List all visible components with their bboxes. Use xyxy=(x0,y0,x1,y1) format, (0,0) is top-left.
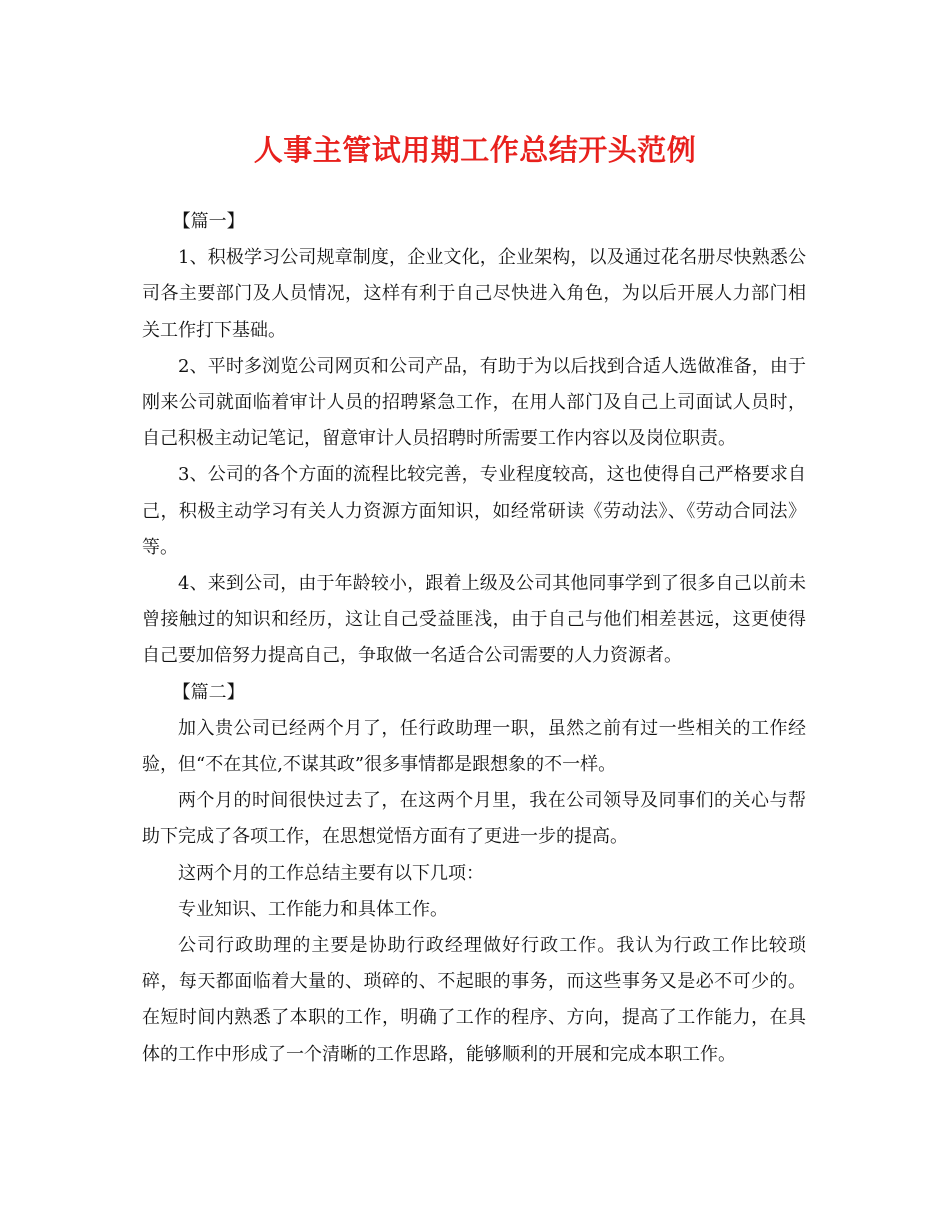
paragraph: 这两个月的工作总结主要有以下几项： xyxy=(178,862,484,884)
paragraph: 3、公司的各个方面的流程比较完善，专业程度较高，这也使得自己严格要求自己，积极主动学习有关人力资源方面知识，如经常研读《劳动法》、《劳动合同法》等。 xyxy=(142,464,806,558)
section-heading-1: 【篇一】 xyxy=(172,211,245,232)
paragraph: 2、平时多浏览公司网页和公司产品，有助于为以后找到合适人选做准备，由于刚来公司就面临着审计人员的招聘紧急工作，在用人部门及自己上司面试人员时，自己积极主动记笔记，留意审计人员招聘时所需要工作内容以及岗位职责。 xyxy=(142,355,806,450)
paragraph: 公司行政助理的主要是协助行政经理做好行政工作。我认为行政工作比较琐碎，每天都面临着大量的、琐碎的、不起眼的事务，而这些事务又是必不可少的。在短时间内熟悉了本职的工作，明确了工作的程序、方向，提高了工作能力，在具体的工作中形成了一个清晰的工作思路，能够顺利的开展和完成本职工作。 xyxy=(142,935,806,1065)
paragraph: 4、来到公司，由于年龄较小，跟着上级及公司其他同事学到了很多自己以前未曾接触过的知识和经历，这让自己受益匪浅，由于自己与他们相差甚远，这更使得自己要加倍努力提高自己，争取做一名适合公司需要的人力资源者。 xyxy=(142,573,806,667)
paragraph: 加入贵公司已经两个月了，任行政助理一职，虽然之前有过一些相关的工作经验，但“不在其位,不谋其政”很多事情都是跟想象的不一样。 xyxy=(142,717,806,776)
document-body xyxy=(142,204,806,1073)
document-title: 人事主管试用期工作总结开头范例 xyxy=(253,133,697,167)
paragraph: 1、积极学习公司规章制度，企业文化，企业架构，以及通过花名册尽快熟悉公司各主要部门及人员情况，这样有利于自己尽快进入角色，为以后开展人力部门相关工作打下基础。 xyxy=(142,247,806,341)
paragraph: 两个月的时间很快过去了，在这两个月里，我在公司领导及同事们的关心与帮助下完成了各项工作，在思想觉悟方面有了更进一步的提高。 xyxy=(142,790,806,848)
section-heading-2: 【篇二】 xyxy=(172,681,245,703)
paragraph: 专业知识、工作能力和具体工作。 xyxy=(178,898,448,920)
